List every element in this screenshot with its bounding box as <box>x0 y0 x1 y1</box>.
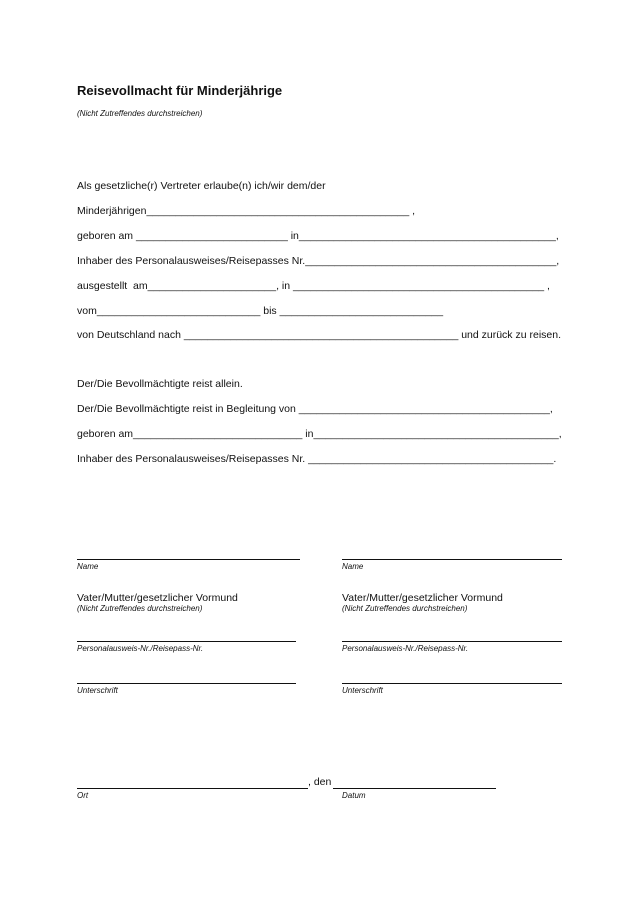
minor-name-line: Minderjährigen_____________________________________________ , <box>77 205 416 217</box>
date-line <box>333 788 496 789</box>
id-label-left: Personalausweis-Nr./Reisepass-Nr. <box>77 644 204 653</box>
place-line <box>77 788 308 789</box>
issued-line: ausgestellt am______________________, in ___________________________________________ , <box>77 280 550 292</box>
role-note-right: (Nicht Zutreffendes durchstreichen) <box>342 604 468 613</box>
guardian-role-right: Vater/Mutter/gesetzlicher Vormund <box>342 592 503 604</box>
document-title: Reisevollmacht für Minderjährige <box>77 83 283 98</box>
role-note-left: (Nicht Zutreffendes durchstreichen) <box>77 604 203 613</box>
name-label-left: Name <box>77 562 99 571</box>
minor-id-line: Inhaber des Personalausweises/Reisepasses Nr.___________________________________________, <box>77 255 560 267</box>
companion-line: Der/Die Bevollmächtigte reist in Begleitung von ___________________________________________, <box>77 403 553 415</box>
name-line-right <box>342 559 562 560</box>
guardian-role-left: Vater/Mutter/gesetzlicher Vormund <box>77 592 238 604</box>
sign-label-right: Unterschrift <box>342 686 383 695</box>
name-line-left <box>77 559 300 560</box>
id-label-right: Personalausweis-Nr./Reisepass-Nr. <box>342 644 469 653</box>
id-line-right <box>342 641 562 642</box>
id-line-left <box>77 641 296 642</box>
date-label: Datum <box>342 791 366 800</box>
place-label: Ort <box>77 791 89 800</box>
den-text: , den <box>308 776 332 788</box>
sign-line-right <box>342 683 562 684</box>
period-line: vom____________________________ bis ____________________________ <box>77 305 444 317</box>
sign-line-left <box>77 683 296 684</box>
companion-birth-line: geboren am_____________________________ in__________________________________________, <box>77 428 562 440</box>
strike-note: (Nicht Zutreffendes durchstreichen) <box>77 109 203 118</box>
name-label-right: Name <box>342 562 364 571</box>
destination-line: von Deutschland nach _______________________________________________ und zurück zu reisen. <box>77 329 561 341</box>
intro-line: Als gesetzliche(r) Vertreter erlaube(n) ich/wir dem/der <box>77 180 326 192</box>
travel-alone-line: Der/Die Bevollmächtigte reist allein. <box>77 378 243 390</box>
minor-birth-line: geboren am __________________________ in____________________________________________, <box>77 230 559 242</box>
sign-label-left: Unterschrift <box>77 686 118 695</box>
companion-id-line: Inhaber des Personalausweises/Reisepasses Nr. __________________________________________. <box>77 453 557 465</box>
